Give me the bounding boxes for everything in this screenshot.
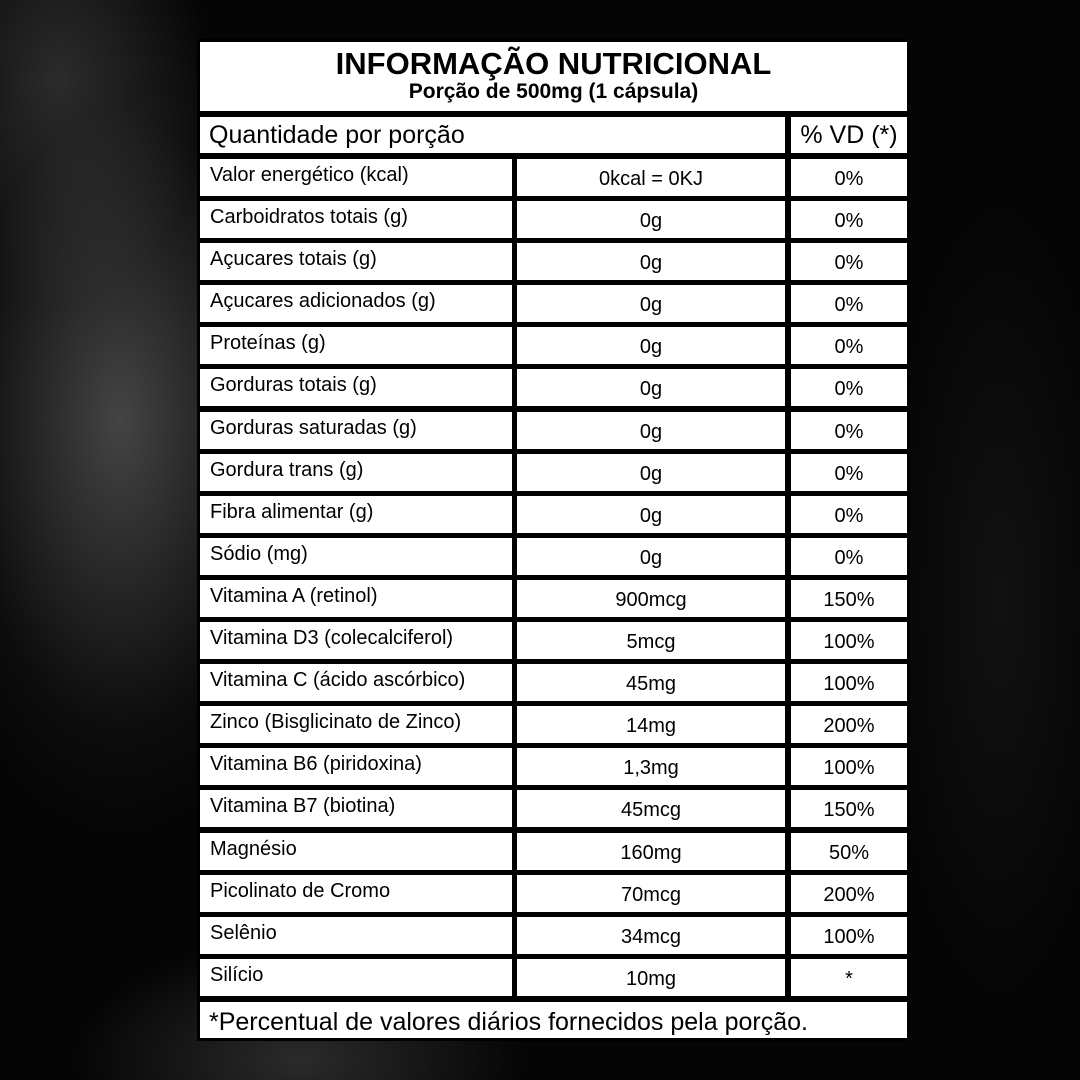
- table-row: [197, 875, 910, 917]
- nutrient-name: Açucares adicionados (g): [200, 285, 512, 322]
- nutrient-amount: 1,3mg: [517, 748, 785, 785]
- nutrient-daily-value: 100%: [791, 917, 907, 954]
- nutrient-name: Silício: [200, 959, 512, 996]
- nutrient-name: Vitamina C (ácido ascórbico): [200, 664, 512, 701]
- nutrient-amount: 70mcg: [517, 875, 785, 912]
- table-row: [197, 159, 910, 201]
- nutrient-name: Zinco (Bisglicinato de Zinco): [200, 706, 512, 743]
- nutrient-daily-value: 100%: [791, 664, 907, 701]
- nutrient-amount: 0g: [517, 243, 785, 280]
- table-row: [197, 748, 910, 790]
- nutrient-daily-value: 0%: [791, 159, 907, 196]
- nutrient-daily-value: 0%: [791, 412, 907, 449]
- nutrient-daily-value: 200%: [791, 875, 907, 912]
- nutrient-amount: 0g: [517, 327, 785, 364]
- nutrition-facts-table: [197, 39, 910, 1041]
- nutrient-daily-value: 0%: [791, 369, 907, 406]
- table-row: [197, 580, 910, 622]
- table-title: INFORMAÇÃO NUTRICIONAL: [335, 46, 772, 81]
- nutrient-name: Vitamina B7 (biotina): [200, 790, 512, 827]
- nutrient-daily-value: 200%: [791, 706, 907, 743]
- nutrient-rows: [197, 159, 910, 1001]
- nutrient-amount: 900mcg: [517, 580, 785, 617]
- nutrient-name: Magnésio: [200, 833, 512, 870]
- nutrient-name: Gorduras totais (g): [200, 369, 512, 406]
- table-row: [197, 664, 910, 706]
- table-row: [197, 496, 910, 538]
- table-row: [197, 243, 910, 285]
- header-daily-value: % VD (*): [791, 117, 907, 153]
- nutrient-amount: 0g: [517, 412, 785, 449]
- table-row: [197, 538, 910, 580]
- nutrient-name: Açucares totais (g): [200, 243, 512, 280]
- table-row: [197, 790, 910, 832]
- nutrient-amount: 0kcal = 0KJ: [517, 159, 785, 196]
- serving-size: Porção de 500mg (1 cápsula): [408, 80, 699, 103]
- table-row: [197, 959, 910, 1001]
- nutrient-name: Carboidratos totais (g): [200, 201, 512, 238]
- nutrient-daily-value: 100%: [791, 622, 907, 659]
- nutrient-amount: 14mg: [517, 706, 785, 743]
- nutrient-daily-value: 0%: [791, 201, 907, 238]
- nutrient-daily-value: 0%: [791, 496, 907, 533]
- nutrient-name: Vitamina B6 (piridoxina): [200, 748, 512, 785]
- nutrient-name: Gordura trans (g): [200, 454, 512, 491]
- nutrient-amount: 5mcg: [517, 622, 785, 659]
- nutrient-amount: 160mg: [517, 833, 785, 870]
- header-quantity: Quantidade por porção: [200, 117, 785, 153]
- nutrient-name: Proteínas (g): [200, 327, 512, 364]
- nutrient-name: Fibra alimentar (g): [200, 496, 512, 533]
- nutrient-name: Gorduras saturadas (g): [200, 412, 512, 449]
- nutrient-amount: 45mg: [517, 664, 785, 701]
- table-row: [197, 327, 910, 369]
- nutrient-daily-value: 100%: [791, 748, 907, 785]
- nutrient-name: Sódio (mg): [200, 538, 512, 575]
- nutrient-daily-value: 50%: [791, 833, 907, 870]
- table-row: [197, 706, 910, 748]
- nutrient-daily-value: 0%: [791, 454, 907, 491]
- nutrient-amount: 0g: [517, 285, 785, 322]
- nutrient-amount: 0g: [517, 201, 785, 238]
- nutrient-daily-value: 0%: [791, 243, 907, 280]
- title-block: [200, 42, 907, 111]
- nutrient-daily-value: *: [791, 959, 907, 996]
- nutrient-daily-value: 150%: [791, 790, 907, 827]
- nutrient-amount: 45mcg: [517, 790, 785, 827]
- nutrient-amount: 0g: [517, 538, 785, 575]
- table-row: [197, 833, 910, 875]
- nutrient-daily-value: 0%: [791, 327, 907, 364]
- footnote: *Percentual de valores diários fornecidos pela porção.: [200, 1002, 907, 1038]
- table-row: [197, 285, 910, 327]
- nutrient-amount: 10mg: [517, 959, 785, 996]
- nutrient-amount: 0g: [517, 496, 785, 533]
- table-row: [197, 454, 910, 496]
- nutrient-name: Vitamina D3 (colecalciferol): [200, 622, 512, 659]
- table-row: [197, 622, 910, 664]
- nutrient-name: Vitamina A (retinol): [200, 580, 512, 617]
- table-row: [197, 412, 910, 454]
- nutrient-name: Selênio: [200, 917, 512, 954]
- nutrient-daily-value: 150%: [791, 580, 907, 617]
- nutrient-name: Picolinato de Cromo: [200, 875, 512, 912]
- nutrient-daily-value: 0%: [791, 538, 907, 575]
- nutrient-name: Valor energético (kcal): [200, 159, 512, 196]
- nutrient-amount: 34mcg: [517, 917, 785, 954]
- nutrient-amount: 0g: [517, 369, 785, 406]
- table-row: [197, 201, 910, 243]
- nutrient-amount: 0g: [517, 454, 785, 491]
- table-row: [197, 369, 910, 411]
- table-row: [197, 917, 910, 959]
- nutrient-daily-value: 0%: [791, 285, 907, 322]
